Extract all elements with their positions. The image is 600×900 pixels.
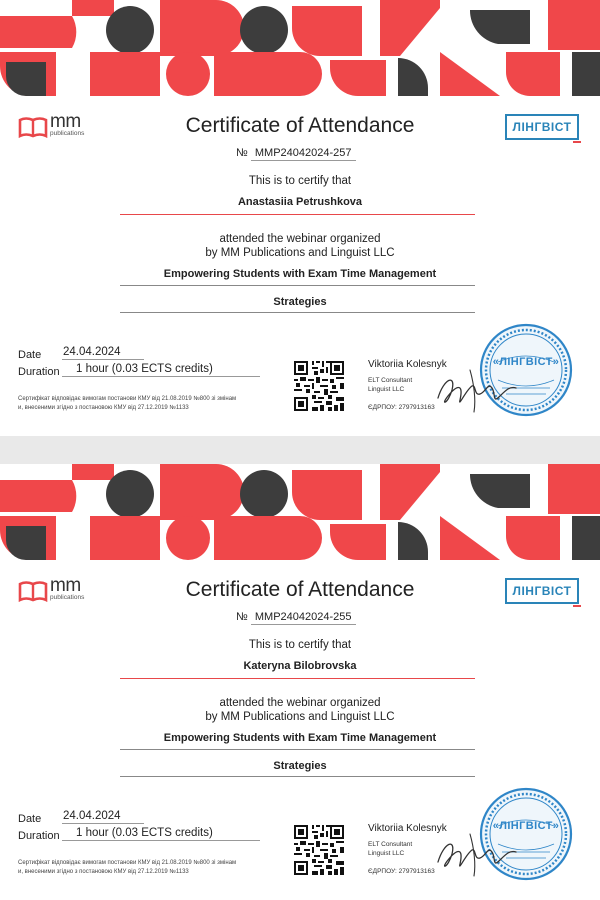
attended-text: [0, 232, 600, 260]
band-shape: [166, 52, 210, 96]
duration-value: 1 hour (0.03 ECTS credits): [62, 363, 260, 377]
course-title-line-2: Strategies: [273, 760, 327, 772]
band-shape: [106, 6, 154, 54]
signer-role: [368, 840, 412, 858]
legal-notice: [18, 395, 278, 413]
band-shape: [214, 516, 322, 560]
certificate-card: [0, 0, 600, 436]
band-shape: [470, 10, 530, 44]
legal-line-1: Сертифікат відповідає вимогам постанови КМУ від 21.08.2019 №800 зі змінам: [18, 396, 237, 402]
band-shape: [572, 52, 600, 96]
attended-line-1: attended the webinar organized: [219, 697, 381, 709]
legal-notice: [18, 859, 278, 877]
band-shape: [380, 464, 440, 520]
course-underline-2: [120, 776, 475, 777]
band-shape: [506, 52, 560, 96]
band-shape: [506, 516, 560, 560]
signer-role-1: ELT Consultant: [368, 841, 413, 848]
decorative-geometric-band: [0, 0, 600, 96]
band-shape: [90, 52, 160, 96]
recipient-name: Kateryna Bilobrovska: [243, 660, 357, 672]
band-shape: [0, 480, 76, 512]
course-underline-2: [120, 312, 475, 313]
qr-code-icon: [293, 361, 345, 411]
recipient-underline: [120, 678, 475, 679]
linguist-logo: ЛІНГВІСТ: [505, 578, 579, 604]
date-label: Date: [18, 813, 42, 825]
duration-label: Duration: [18, 830, 60, 842]
legal-line-2: и, внесеними згідно з постановою КМУ від 27.12.2019 №1133: [18, 869, 189, 875]
attended-line-1: attended the webinar organized: [219, 233, 381, 245]
attended-line-2: by MM Publications and Linguist LLC: [205, 247, 395, 259]
mm-logo-sub: publications: [50, 594, 85, 601]
band-shape: [240, 470, 288, 518]
date-label: Date: [18, 349, 42, 361]
band-shape: [548, 464, 600, 514]
band-shape: [330, 524, 386, 560]
course-title-line-2: Strategies: [273, 296, 327, 308]
certificate-title: Certificate of Attendance: [185, 578, 415, 601]
edrpou-code: ЄДРПОУ: 2797913163: [368, 404, 435, 411]
duration-label: Duration: [18, 366, 60, 378]
handwritten-signature: [430, 360, 520, 415]
decorative-geometric-band: [0, 464, 600, 560]
number-value: MMP24042024-255: [251, 611, 356, 625]
certify-text: This is to certify that: [248, 175, 352, 187]
mm-logo-sub: publications: [50, 130, 85, 137]
band-shape: [90, 516, 160, 560]
mm-logo-word: mm: [50, 111, 81, 132]
band-shape: [106, 470, 154, 518]
band-shape: [470, 474, 530, 508]
attended-line-2: by MM Publications and Linguist LLC: [205, 711, 395, 723]
signer-role-1: ELT Consultant: [368, 377, 413, 384]
recipient-name: Anastasiia Petrushkova: [237, 196, 363, 208]
band-shape: [72, 0, 114, 16]
date-value: 24.04.2024: [62, 810, 144, 824]
band-shape: [440, 52, 500, 96]
number-value: MMP24042024-257: [251, 147, 356, 161]
band-shape: [330, 60, 386, 96]
stamp-text: «ЛІНГВІСТ»: [492, 356, 560, 368]
band-shape: [160, 464, 244, 520]
mm-logo-word: mm: [50, 575, 81, 596]
band-shape: [292, 470, 362, 520]
signer-role-2: Linguist LLC: [368, 386, 405, 393]
legal-line-1: Сертифікат відповідає вимогам постанови КМУ від 21.08.2019 №800 зі змінам: [18, 860, 237, 866]
certificate-number: [236, 611, 356, 623]
band-shape: [6, 526, 46, 560]
band-shape: [214, 52, 322, 96]
band-shape: [160, 0, 244, 56]
band-shape: [166, 516, 210, 560]
band-shape: [240, 6, 288, 54]
band-shape: [0, 16, 76, 48]
signer-role-2: Linguist LLC: [368, 850, 405, 857]
band-shape: [72, 464, 114, 480]
band-shape: [292, 6, 362, 56]
band-shape: [548, 0, 600, 50]
stamp-text: «ЛІНГВІСТ»: [492, 820, 560, 832]
band-shape: [440, 516, 500, 560]
certificate-card: [0, 464, 600, 900]
handwritten-signature: [430, 824, 520, 879]
linguist-logo: ЛІНГВІСТ: [505, 114, 579, 140]
certificate-title: Certificate of Attendance: [185, 114, 415, 137]
band-shape: [6, 62, 46, 96]
recipient-underline: [120, 214, 475, 215]
band-shape: [398, 522, 428, 560]
number-prefix: №: [236, 147, 248, 159]
band-shape: [398, 58, 428, 96]
number-prefix: №: [236, 611, 248, 623]
legal-line-2: и, внесеними згідно з постановою КМУ від 27.12.2019 №1133: [18, 405, 189, 411]
course-title-line-1: Empowering Students with Exam Time Management: [163, 732, 437, 744]
course-underline-1: [120, 749, 475, 750]
certificate-number: [236, 147, 356, 159]
band-shape: [572, 516, 600, 560]
band-shape: [380, 0, 440, 56]
signer-role: [368, 376, 412, 394]
certify-text: This is to certify that: [248, 639, 352, 651]
course-title-line-1: Empowering Students with Exam Time Management: [163, 268, 437, 280]
signer-name: Viktoriia Kolesnyk: [368, 823, 447, 834]
qr-code-icon: [293, 825, 345, 875]
duration-value: 1 hour (0.03 ECTS credits): [62, 827, 260, 841]
course-underline-1: [120, 285, 475, 286]
date-value: 24.04.2024: [62, 346, 144, 360]
attended-text: [0, 696, 600, 724]
signer-name: Viktoriia Kolesnyk: [368, 359, 447, 370]
edrpou-code: ЄДРПОУ: 2797913163: [368, 868, 435, 875]
